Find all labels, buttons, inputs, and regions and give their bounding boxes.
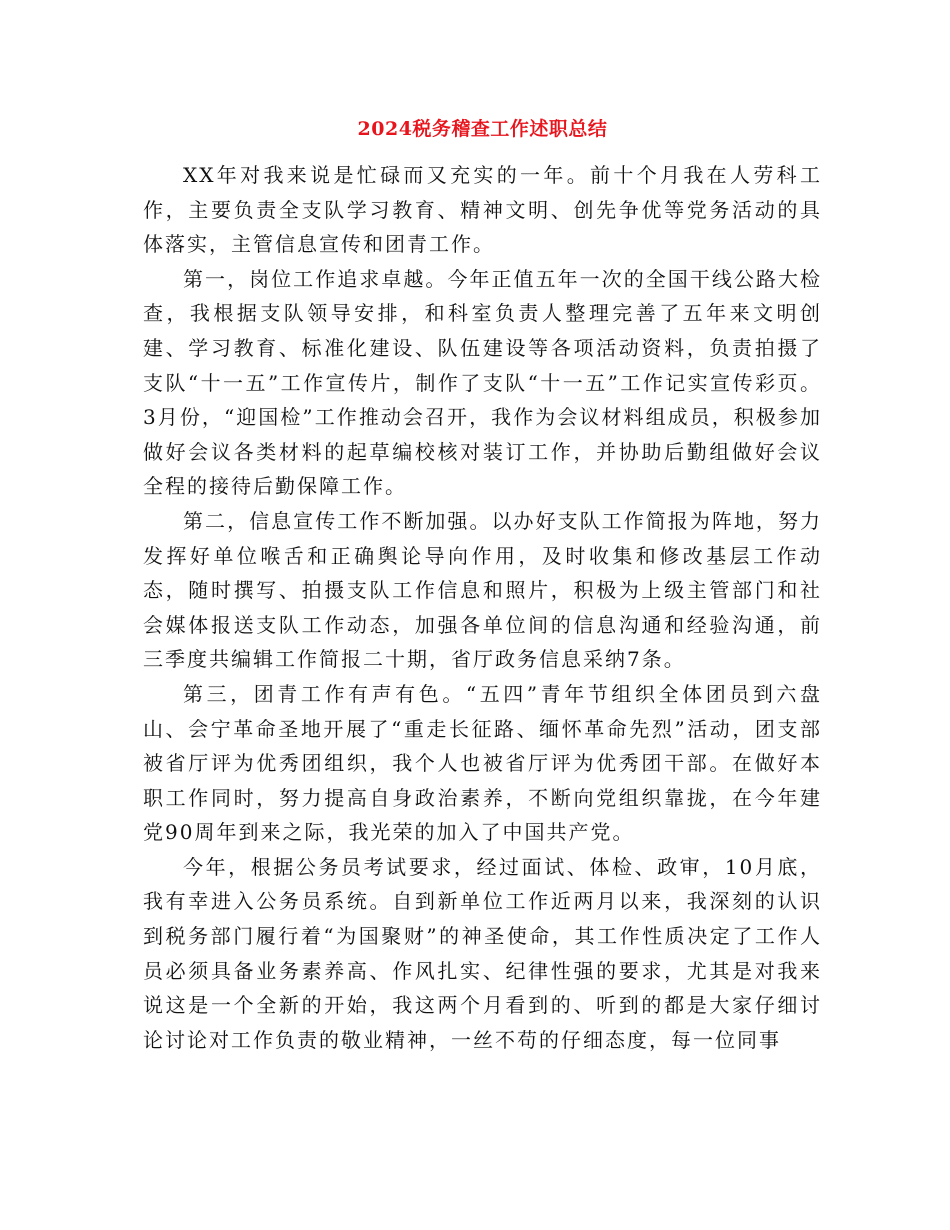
paragraph-intro: XX年对我来说是忙碌而又充实的一年。前十个月我在人劳科工作，主要负责全支队学习教育、精神文明、创先争优等党务活动的具体落实，主管信息宣传和团青工作。 (143, 163, 822, 257)
paragraph-third: 第三，团青工作有声有色。“五四”青年节组织全体团员到六盘山、会宁革命圣地开展了“重走长征路、缅怀革命先烈”活动，团支部被省厅评为优秀团组织，我个人也被省厅评为优秀团干部。在做好本职工作同时，努力提高自身政治素养，不断向党组织靠拢，在今年建党90周年到来之际，我光荣的加入了中国共产党。 (143, 681, 822, 845)
paragraph-second: 第二，信息宣传工作不断加强。以办好支队工作简报为阵地，努力发挥好单位喉舌和正确舆论导向作用，及时收集和修改基层工作动态，随时撰写、拍摄支队工作信息和照片，积极为上级主管部门和社会媒体报送支队工作动态，加强各单位间的信息沟通和经验沟通，前三季度共编辑工作简报二十期，省厅政务信息采纳7条。 (143, 508, 822, 672)
paragraph-this-year: 今年，根据公务员考试要求，经过面试、体检、政审，10月底，我有幸进入公务员系统。自到新单位工作近两月以来，我深刻的认识到税务部门履行着“为国聚财”的神圣使命，其工作性质决定了工作人员必须具备业务素养高、作风扎实、纪律性强的要求，尤其是对我来说这是一个全新的开始，我这两个月看到的、听到的都是大家仔细讨论讨论对工作负责的敬业精神，一丝不苟的仔细态度，每一位同事 (143, 854, 822, 1052)
paragraph-first: 第一，岗位工作追求卓越。今年正值五年一次的全国干线公路大检查，我根据支队领导安排，和科室负责人整理完善了五年来文明创建、学习教育、标准化建设、队伍建设等各项活动资料，负责拍摄了支队“十一五”工作宣传片，制作了支队“十一五”工作记实宣传彩页。3月份，“迎国检”工作推动会召开，我作为会议材料组成员，积极参加做好会议各类材料的起草编校核对装订工作，并协助后勤组做好会议全程的接待后勤保障工作。 (143, 266, 822, 499)
document-title: 2024税务稽查工作述职总结 (357, 118, 608, 140)
document-body (143, 158, 822, 1057)
